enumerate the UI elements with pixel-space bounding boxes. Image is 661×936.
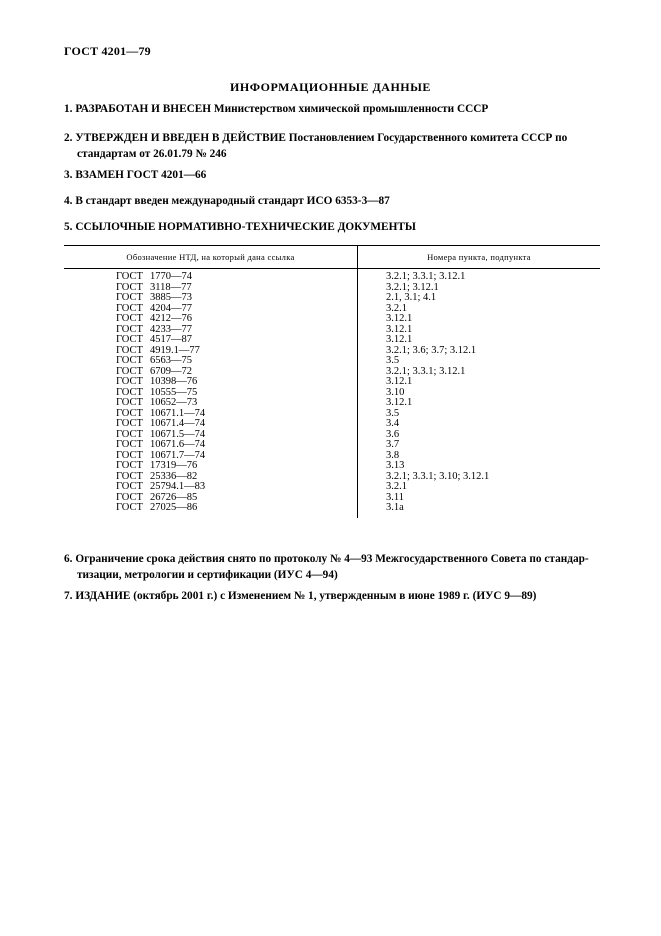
- clause-numbers-cell: 3.11: [386, 491, 404, 503]
- clause-numbers-cell: 2.1, 3.1; 4.1: [386, 292, 437, 303]
- clause-numbers-cell: 3.2.1; 3.12.1: [386, 281, 439, 293]
- gost-number: 4233—77: [150, 323, 192, 335]
- table-row: [64, 493, 600, 504]
- ntd-designation-cell: [64, 482, 358, 493]
- item-number: 4.: [64, 195, 73, 207]
- gost-number: 27025—86: [150, 502, 198, 513]
- item-lead: ВЗАМЕН ГОСТ 4201—66: [75, 169, 207, 181]
- item-lead: ССЫЛОЧНЫЕ НОРМАТИВНО-ТЕХНИЧЕСКИЕ ДОКУМЕНТЫ: [75, 221, 417, 233]
- table-row: [64, 388, 600, 399]
- table-row: [64, 451, 600, 462]
- clause-numbers-cell: 3.2.1; 3.3.1; 3.12.1: [386, 365, 466, 377]
- gost-prefix: ГОСТ: [116, 292, 143, 303]
- table-row: [64, 430, 600, 441]
- gost-prefix: ГОСТ: [116, 386, 143, 398]
- gost-prefix: ГОСТ: [116, 418, 143, 429]
- clause-numbers-cell: 3.12.1: [386, 376, 413, 387]
- table-row: [64, 325, 600, 336]
- item-number: 5.: [64, 221, 73, 233]
- table-row: [64, 335, 600, 346]
- ntd-designation-cell: [64, 269, 358, 283]
- table-row: [64, 346, 600, 357]
- item-continuation: стандартам от 26.01.79 № 246: [77, 148, 227, 160]
- ntd-designation-cell: [64, 283, 358, 294]
- gost-number: 10398—76: [150, 376, 198, 387]
- clause-numbers-cell: 3.4: [386, 418, 400, 429]
- gost-prefix: ГОСТ: [116, 376, 143, 387]
- ntd-designation-cell: [64, 440, 358, 451]
- gost-prefix: ГОСТ: [116, 302, 143, 314]
- clause-numbers-cell: 3.10: [386, 386, 405, 398]
- table-row: [64, 472, 600, 483]
- info-item-5: [64, 219, 604, 235]
- clause-numbers-cell: 3.12.1: [386, 397, 413, 408]
- gost-number: 25336—82: [150, 470, 198, 482]
- reference-documents-table: [64, 245, 600, 518]
- gost-number: 4204—77: [150, 302, 192, 314]
- item-body: Министерством химической промышленности СССР: [213, 103, 489, 115]
- gost-number: 6709—72: [150, 365, 192, 377]
- clause-numbers-cell: 3.13: [386, 460, 405, 471]
- table-row: [64, 461, 600, 472]
- table-body: [64, 269, 600, 518]
- table-row: [64, 482, 600, 493]
- table-row: [64, 440, 600, 451]
- clause-numbers-cell: 3.1a: [386, 502, 404, 513]
- table-row: [64, 367, 600, 378]
- clause-numbers-cell: 3.12.1: [386, 323, 413, 335]
- gost-prefix: ГОСТ: [116, 397, 143, 408]
- header-clause-numbers: Номера пункта, подпункта: [358, 246, 601, 269]
- gost-prefix: ГОСТ: [116, 281, 143, 293]
- ntd-designation-cell: [64, 293, 358, 304]
- gost-prefix: ГОСТ: [116, 355, 143, 366]
- gost-prefix: ГОСТ: [116, 491, 143, 503]
- clause-numbers-cell: 3.5: [386, 407, 400, 419]
- item-number: 3.: [64, 169, 73, 181]
- gost-number: 4919.1—77: [150, 344, 200, 356]
- item-body: В стандарт введен международный стандарт ИСО 6353-3—87: [75, 195, 390, 207]
- gost-prefix: ГОСТ: [116, 334, 143, 345]
- clause-numbers-cell: 3.12.1: [386, 313, 413, 324]
- table-row: [64, 293, 600, 304]
- item-lead: УТВЕРЖДЕН И ВВЕДЕН В ДЕЙСТВИЕ: [75, 132, 286, 144]
- table-row: [64, 356, 600, 367]
- gost-prefix: ГОСТ: [116, 407, 143, 419]
- gost-number: 25794.1—83: [150, 481, 206, 492]
- ntd-designation-cell: [64, 451, 358, 462]
- gost-prefix: ГОСТ: [116, 502, 143, 513]
- ntd-designation-cell: [64, 304, 358, 315]
- table-row: [64, 503, 600, 518]
- gost-number: 26726—85: [150, 491, 198, 503]
- gost-prefix: ГОСТ: [116, 271, 143, 282]
- gost-prefix: ГОСТ: [116, 449, 143, 461]
- gost-number: 17319—76: [150, 460, 198, 471]
- table-row: [64, 283, 600, 294]
- ntd-designation-cell: [64, 388, 358, 399]
- clause-numbers-cell: 3.6: [386, 428, 400, 440]
- page-title: ИНФОРМАЦИОННЫЕ ДАННЫЕ: [230, 80, 431, 94]
- gost-number: 4212—76: [150, 313, 192, 324]
- gost-prefix: ГОСТ: [116, 344, 143, 356]
- table-row: [64, 409, 600, 420]
- clause-numbers-cell: 3.2.1: [386, 302, 407, 314]
- ntd-designation-cell: [64, 430, 358, 441]
- item-body: (октябрь 2001 г.) с Изменением № 1, утвержденным в июне 1989 г. (ИУС 9—89): [133, 590, 537, 602]
- ntd-designation-cell: [64, 461, 358, 472]
- item-number: 7.: [64, 590, 73, 602]
- gost-number: 3885—73: [150, 292, 192, 303]
- ntd-designation-cell: [64, 314, 358, 325]
- header-ntd-designation: Обозначение НТД, на который дана ссылка: [64, 246, 358, 269]
- info-item-4: [64, 193, 604, 209]
- gost-number: 10652—73: [150, 397, 198, 408]
- gost-number: 1770—74: [150, 271, 192, 282]
- gost-number: 10671.5—74: [150, 428, 206, 440]
- clause-numbers-cell: 3.2.1: [386, 481, 407, 492]
- table-row: [64, 398, 600, 409]
- ntd-designation-cell: [64, 367, 358, 378]
- ntd-designation-cell: [64, 335, 358, 346]
- gost-prefix: ГОСТ: [116, 460, 143, 471]
- ntd-designation-cell: [64, 419, 358, 430]
- table-row: [64, 269, 600, 283]
- table-row: [64, 304, 600, 315]
- table-row: [64, 377, 600, 388]
- ntd-designation-cell: [64, 377, 358, 388]
- item-number: 2.: [64, 132, 73, 144]
- table-row: [64, 419, 600, 430]
- item-continuation: тизации, метрологии и сертификации (ИУС 4—94): [77, 569, 338, 581]
- gost-number: 10671.1—74: [150, 407, 206, 419]
- ntd-designation-cell: [64, 398, 358, 409]
- clause-numbers-cell: 3.2.1; 3.6; 3.7; 3.12.1: [386, 344, 477, 356]
- gost-number: 10671.7—74: [150, 449, 206, 461]
- item-lead: ИЗДАНИЕ: [75, 590, 131, 602]
- gost-prefix: ГОСТ: [116, 481, 143, 492]
- ntd-designation-cell: [64, 472, 358, 483]
- clause-numbers-cell: 3.2.1; 3.3.1; 3.12.1: [386, 271, 466, 282]
- gost-prefix: ГОСТ: [116, 428, 143, 440]
- item-body: Постановлением Государственного комитета СССР по: [288, 132, 568, 144]
- ntd-designation-cell: [64, 346, 358, 357]
- document-code: ГОСТ 4201—79: [64, 44, 151, 58]
- gost-prefix: ГОСТ: [116, 323, 143, 335]
- table-header-row: [64, 246, 600, 269]
- clause-numbers-cell: 3.2.1; 3.3.1; 3.10; 3.12.1: [386, 470, 490, 482]
- gost-number: 3118—77: [150, 281, 192, 293]
- clause-numbers-cell: 3.7: [386, 439, 400, 450]
- ntd-designation-cell: [64, 503, 358, 518]
- gost-number: 10671.4—74: [150, 418, 206, 429]
- gost-prefix: ГОСТ: [116, 439, 143, 450]
- ntd-designation-cell: [64, 325, 358, 336]
- item-number: 6.: [64, 553, 73, 565]
- gost-prefix: ГОСТ: [116, 365, 143, 377]
- gost-number: 4517—87: [150, 334, 192, 345]
- clause-numbers-cell: 3.5: [386, 355, 400, 366]
- info-item-1: [64, 101, 604, 117]
- item-body: Ограничение срока действия снято по протоколу № 4—93 Межгосударственного Совета по стандар-: [75, 553, 589, 565]
- item-number: 1.: [64, 103, 73, 115]
- info-item-6: [64, 551, 604, 583]
- table-row: [64, 314, 600, 325]
- ntd-designation-cell: [64, 493, 358, 504]
- item-lead: РАЗРАБОТАН И ВНЕСЕН: [75, 103, 212, 115]
- info-item-2: [64, 130, 604, 162]
- ntd-designation-cell: [64, 356, 358, 367]
- gost-prefix: ГОСТ: [116, 470, 143, 482]
- clause-numbers-cell: 3.8: [386, 449, 400, 461]
- gost-prefix: ГОСТ: [116, 313, 143, 324]
- gost-number: 10555—75: [150, 386, 198, 398]
- gost-number: 10671.6—74: [150, 439, 206, 450]
- info-item-3: [64, 167, 604, 183]
- info-item-7: [64, 588, 604, 604]
- clause-numbers-cell: 3.12.1: [386, 334, 413, 345]
- gost-number: 6563—75: [150, 355, 192, 366]
- ntd-designation-cell: [64, 409, 358, 420]
